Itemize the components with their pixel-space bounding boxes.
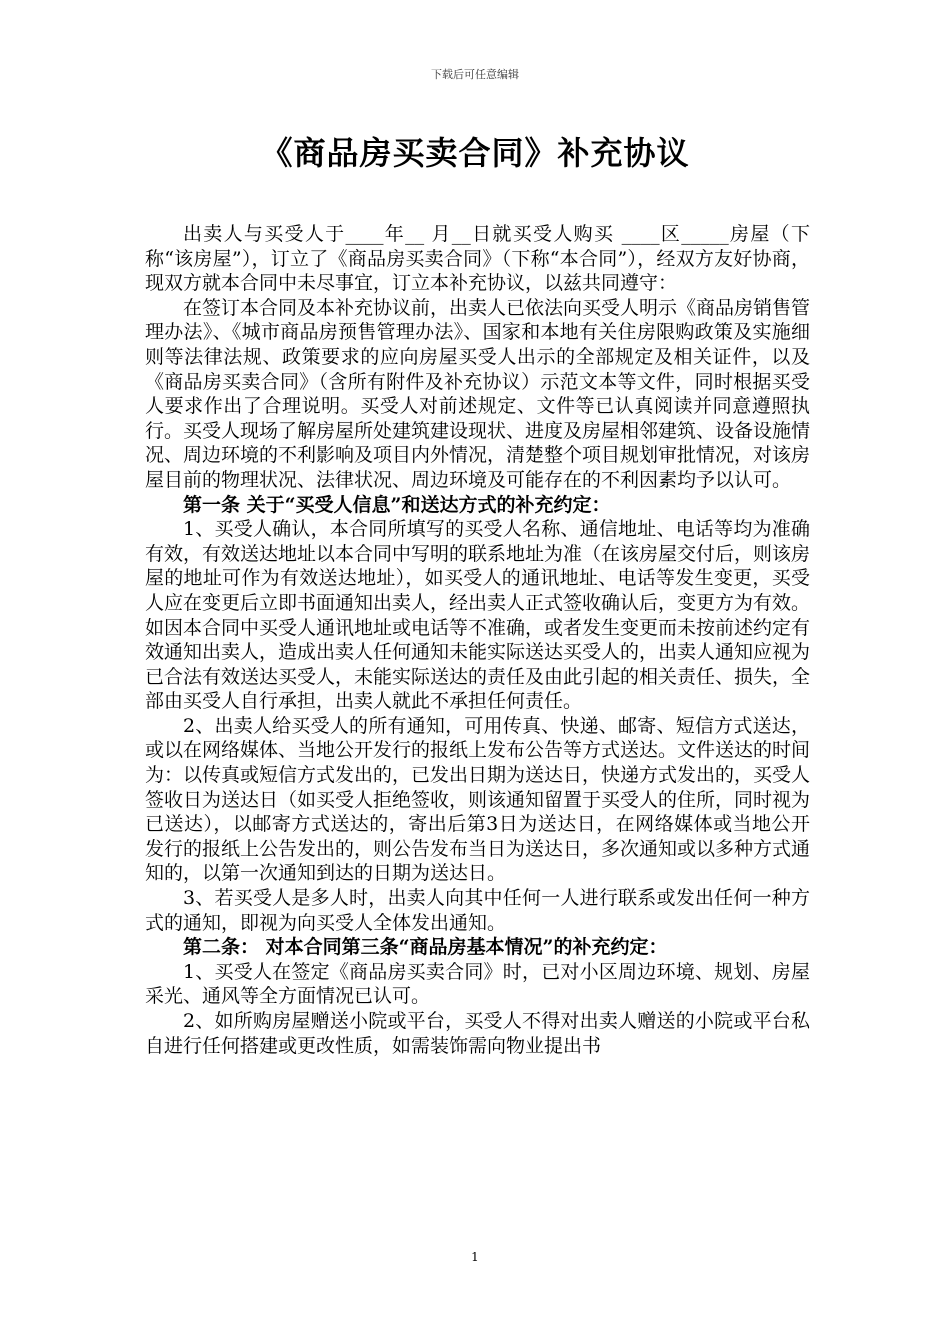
article-1-heading: 第一条 关于“买受人信息”和送达方式的补充约定： (183, 493, 611, 516)
header-note: 下载后可任意编辑 (431, 68, 519, 81)
preamble-paragraph: 在签订本合同及本补充协议前，出卖人已依法向买受人明示《商品房销售管理办法》、《城市商品房预售管理办法》、国家和本地有关住房限购政策及实施细则等法律法规、政策要求的应向房屋买受人出示的全部规定及相关证件，以及《商品房买卖合同》（含所有附件及补充协议）示范文本等文件，同时根据买受人要求作出了合理说明。买受人对前述规定、文件等已认真阅读并同意遵照执行。买受人现场了解房屋所处建筑建设现状、进度及房屋相邻建筑、设备设施情况、周边环境的不利影响及项目内外情况，清楚整个项目规划审批情况，对该房屋目前的物理状况、法律状况、周边环境及可能存在的不利因素均予以认可。 (145, 296, 811, 491)
page-number: 1 (471, 1250, 479, 1264)
article-2-clause-1: 1、买受人在签定《商品房买卖合同》时，已对小区周边环境、规划、房屋采光、通风等全方面情况已认可。 (145, 960, 810, 1008)
article-1-clause-3: 3、若买受人是多人时，出卖人向其中任何一人进行联系或发出任何一种方式的通知，即视为向买受人全体发出通知。 (145, 887, 810, 934)
article-2-clause-2: 2、如所购房屋赠送小院或平台，买受人不得对出卖人赠送的小院或平台私自进行任何搭建或更改性质，如需装饰需向物业提出书 (145, 1010, 810, 1057)
article-1-clause-2: 2、出卖人给买受人的所有通知，可用传真、快递、邮寄、短信方式送达，或以在网络媒体、当地公开发行的报纸上发布公告等方式送达。文件送达的时间为：以传真或短信方式发出的，已发出日期为送达日，快递方式发出的，买受人签收日为送达日（如买受人拒绝签收，则该通知留置于买受人的住所，同时视为已送达），以邮寄方式送达的，寄出后第3日为送达日，在网络媒体或当地公开发行的报纸上公告发出的，则公告发布当日为送达日，多次通知或以多种方式通知的，以第一次通知到达的日期为送达日。 (145, 714, 811, 885)
article-2-heading: 第二条： 对本合同第三条“商品房基本情况”的补充约定： (183, 936, 668, 959)
intro-paragraph: 出卖人与买受人于____年__ 月__日就买受人购买 ____区_____房屋（下称“该房屋”），订立了《商品房买卖合同》（下称“本合同”），经双方友好协商，现双方就本合同中未尽事宜，订立本补充协议，以兹共同遵守： (145, 223, 810, 295)
document-body (145, 222, 810, 1058)
document-title: 《商品房买卖合同》补充协议 (260, 134, 690, 172)
article-1-clause-1: 1、买受人确认，本合同所填写的买受人名称、通信地址、电话等均为准确有效，有效送达地址以本合同中写明的联系地址为准（在该房屋交付后，则该房屋的地址可作为有效送达地址），如买受人的通讯地址、电话等发生变更，买受人应在变更后立即书面通知出卖人，经出卖人正式签收确认后，变更方为有效。如因本合同中买受人通讯地址或电话等不准确，或者发生变更而未按前述约定有效通知出卖人，造成出卖人任何通知未能实际送达买受人的，出卖人通知应视为已合法有效送达买受人，未能实际送达的责任及由此引起的相关责任、损失，全部由买受人自行承担，出卖人就此不承担任何责任。 (145, 518, 811, 713)
